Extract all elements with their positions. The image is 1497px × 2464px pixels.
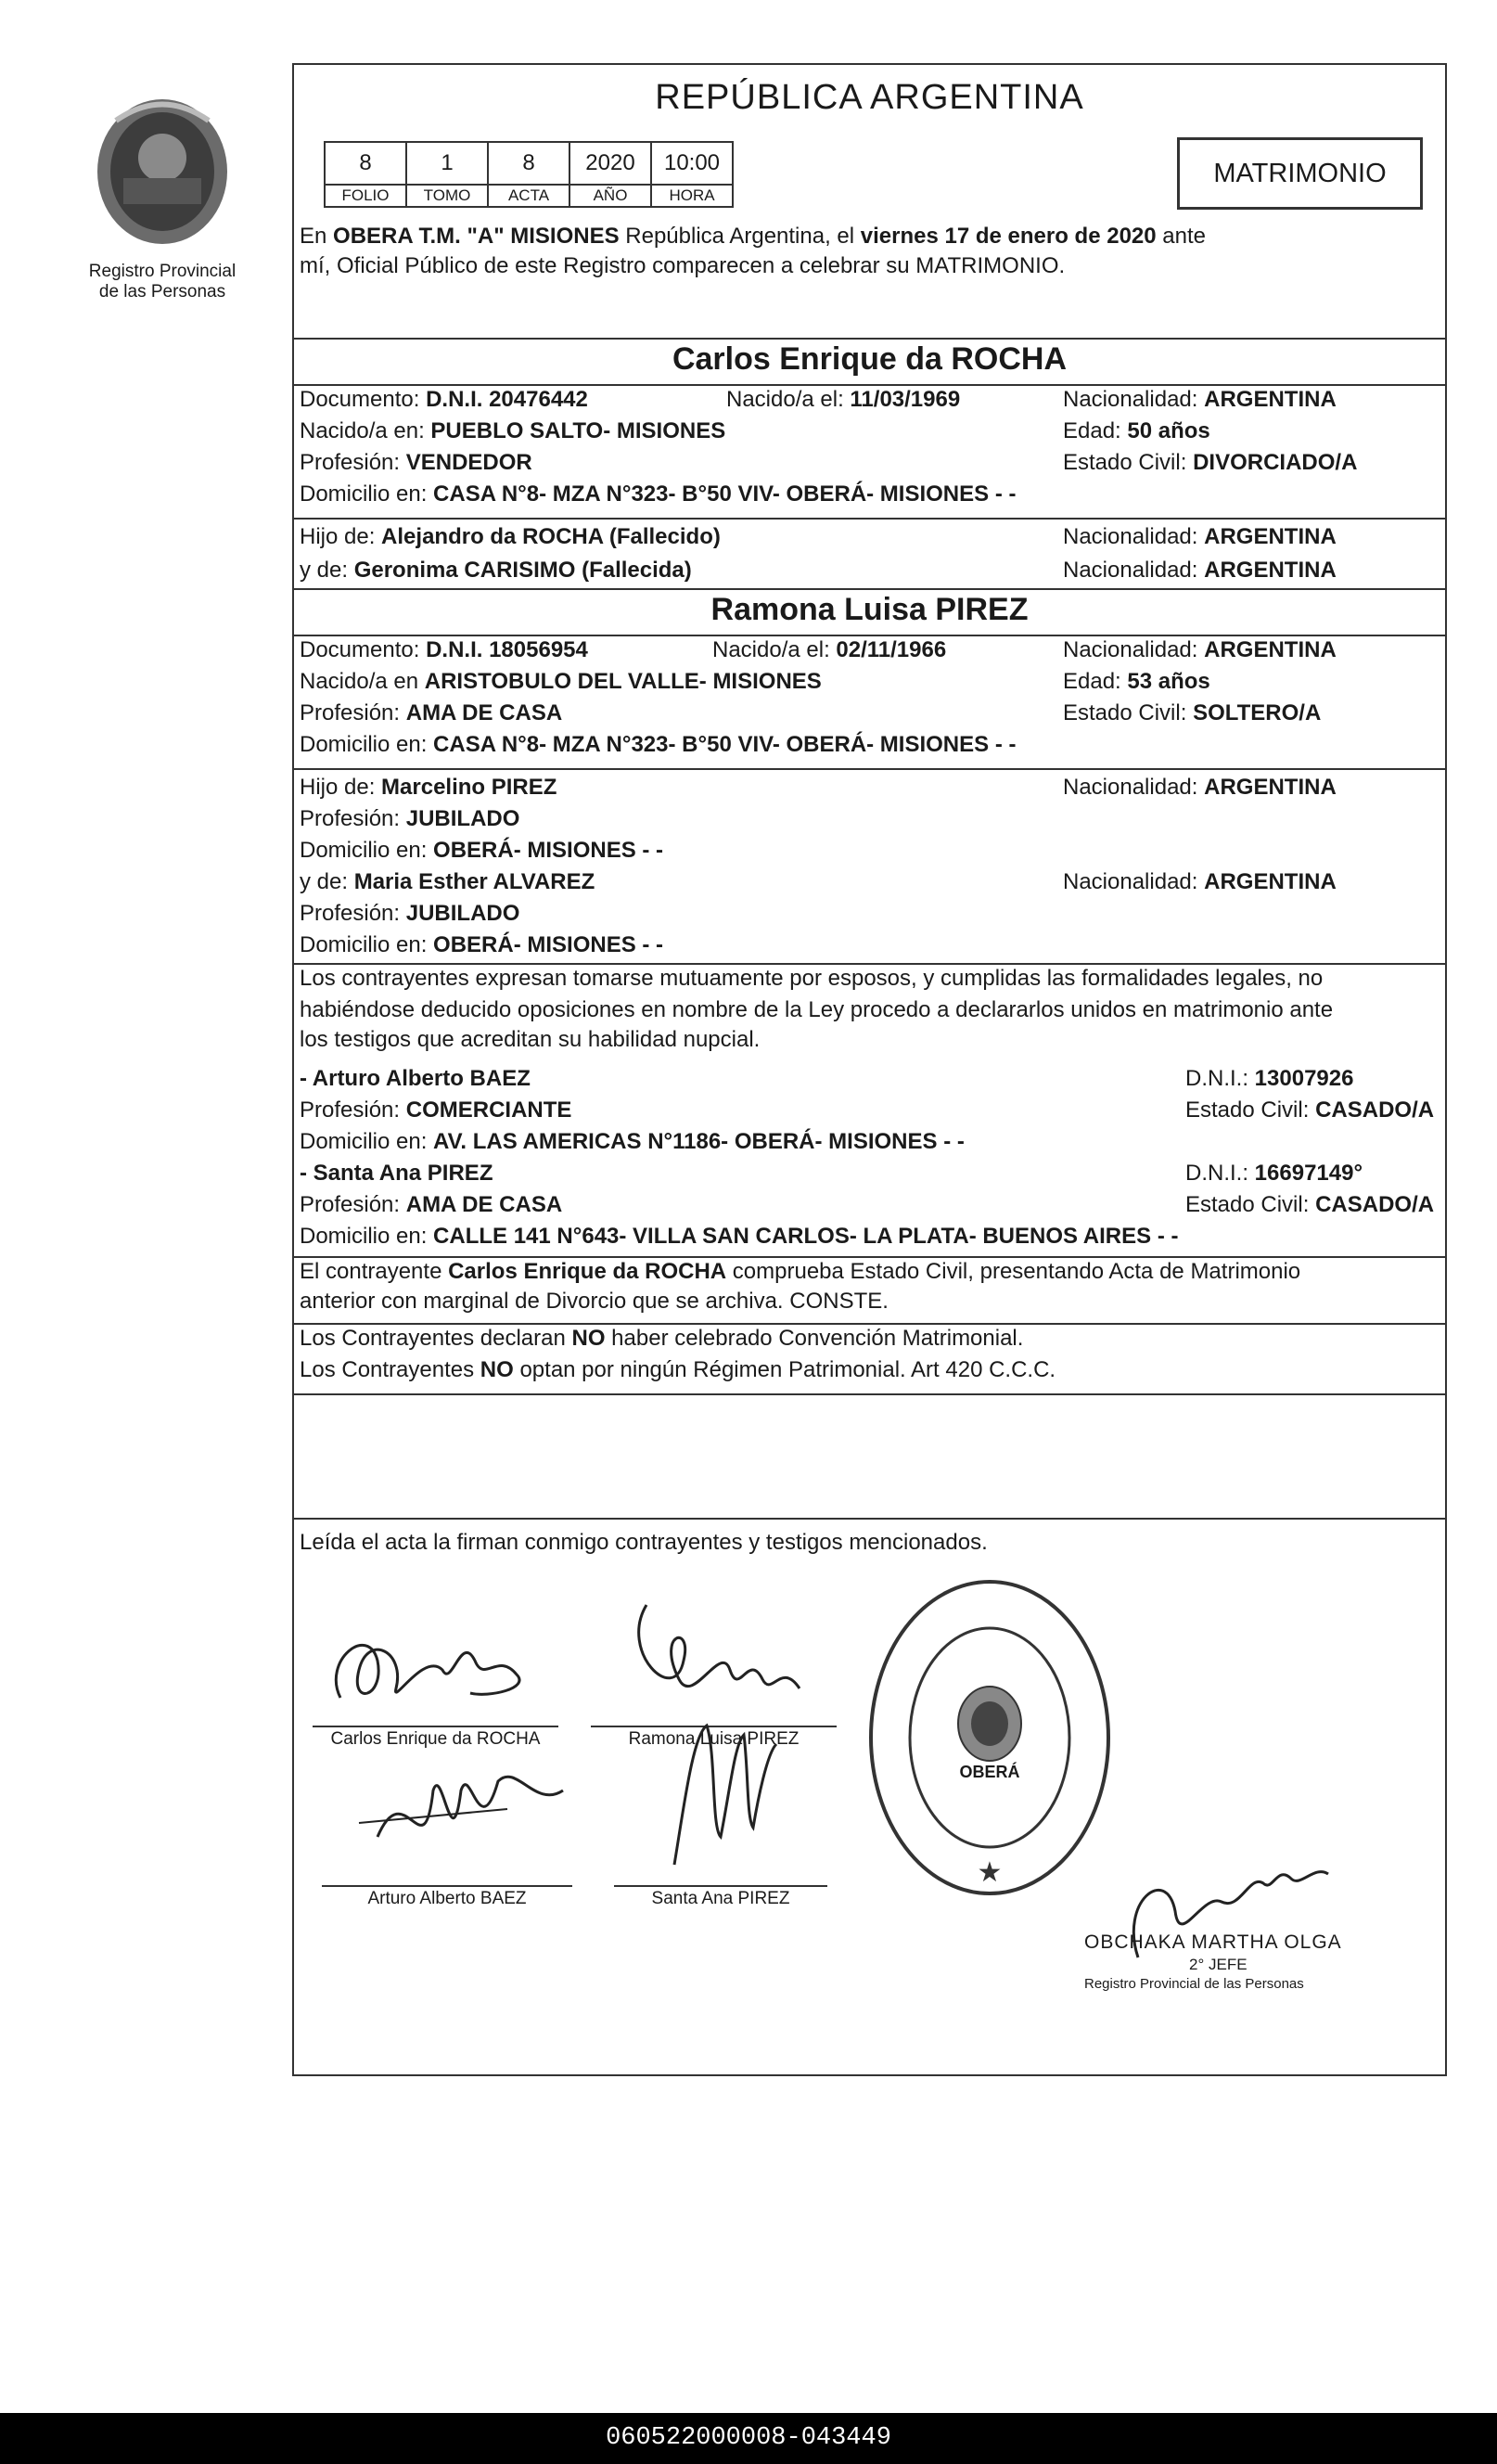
acta-label: ACTA xyxy=(507,186,550,204)
tomo-box xyxy=(405,141,489,208)
declaration-line2: habiéndose deducido oposiciones en nombre de la Ley procedo a declararlos unidos en matrimonio ante xyxy=(300,997,1334,1022)
bride-name: Ramona Luisa PIREZ xyxy=(710,592,1029,627)
officer-org: Registro Provincial de las Personas xyxy=(1084,1976,1304,1992)
closing-statement: Leída el acta la firman conmigo contrayentes y testigos mencionados. xyxy=(300,1530,988,1555)
witness1-name-row: - Arturo Alberto BAEZ D.N.I.: 13007926 xyxy=(300,1066,1354,1091)
convention-note: Los Contrayentes declaran NO haber celebrado Convención Matrimonial. xyxy=(300,1326,1024,1351)
act-type-box: MATRIMONIO xyxy=(1177,137,1423,210)
declaration-line3: los testigos que acreditan su habilidad nupcial. xyxy=(300,1027,761,1052)
registry-seal xyxy=(864,1575,1115,1900)
witness1-signature xyxy=(322,1735,582,1883)
witness1-signature-label: Arturo Alberto BAEZ xyxy=(367,1889,527,1908)
bride-father-addr-row: Domicilio en: OBERÁ- MISIONES - - xyxy=(300,838,664,863)
bride-mother-addr-row: Domicilio en: OBERÁ- MISIONES - - xyxy=(300,932,664,957)
declaration-line1: Los contrayentes expresan tomarse mutuamente por esposos, y cumplidas las formalidades legales, no xyxy=(300,966,1324,991)
hora-value: 10:00 xyxy=(652,143,732,186)
intro-line1: En OBERA T.M. "A" MISIONES República Argentina, el viernes 17 de enero de 2020 ante xyxy=(300,224,1207,249)
groom-name: Carlos Enrique da ROCHA xyxy=(672,341,1068,377)
bride-mother-prof-row: Profesión: JUBILADO xyxy=(300,901,520,926)
seal-city: OBERÁ xyxy=(959,1763,1020,1781)
witness2-signature xyxy=(628,1698,813,1883)
witness2-name-row: - Santa Ana PIREZ D.N.I.: 16697149° xyxy=(300,1161,1363,1186)
logo-caption-line2: de las Personas xyxy=(98,282,226,302)
svg-text:★: ★ xyxy=(977,1856,1003,1889)
bride-addr-row: Domicilio en: CASA N°8- MZA N°323- B°50 VIV- OBERÁ- MISIONES - - xyxy=(300,732,1017,757)
document-code: 060522000008-043449 xyxy=(0,2413,1497,2464)
acta-value: 8 xyxy=(489,143,569,186)
bride-prof-row: Profesión: AMA DE CASA Estado Civil: SOLTERO/A xyxy=(300,700,1322,725)
civil-status-note-line2: anterior con marginal de Divorcio que se archiva. CONSTE. xyxy=(300,1289,889,1314)
groom-father-row: Hijo de: Alejandro da ROCHA (Fallecido) Nacionalidad: ARGENTINA xyxy=(300,524,1337,549)
ano-label: AÑO xyxy=(593,186,628,204)
bride-doc-row: Documento: D.N.I. 18056954 Nacido/a el: 02/11/1966 Nacionalidad: ARGENTINA xyxy=(300,637,1337,662)
folio-value: 8 xyxy=(326,143,405,186)
bride-signature-label: Ramona Luisa PIREZ xyxy=(628,1729,800,1749)
bride-birthplace-row: Nacido/a en ARISTOBULO DEL VALLE- MISIONES Edad: 53 años xyxy=(300,669,1210,694)
groom-signature xyxy=(303,1596,563,1735)
groom-prof-row: Profesión: VENDEDOR Estado Civil: DIVORCIADO/A xyxy=(300,450,1358,475)
logo-caption-line1: Registro Provincial xyxy=(88,262,237,281)
officer-name: OBCHAKA MARTHA OLGA xyxy=(1084,1931,1342,1953)
witness2-addr-row: Domicilio en: CALLE 141 N°643- VILLA SAN CARLOS- LA PLATA- BUENOS AIRES - - xyxy=(300,1224,1179,1249)
hora-label: HORA xyxy=(669,186,715,204)
regime-note: Los Contrayentes NO optan por ningún Régimen Patrimonial. Art 420 C.C.C. xyxy=(300,1357,1056,1382)
groom-birthplace-row: Nacido/a en: PUEBLO SALTO- MISIONES Edad: 50 años xyxy=(300,418,1210,443)
bride-father-row: Hijo de: Marcelino PIREZ Nacionalidad: ARGENTINA xyxy=(300,775,1337,800)
groom-signature-label: Carlos Enrique da ROCHA xyxy=(330,1729,541,1749)
witness1-prof-row: Profesión: COMERCIANTE Estado Civil: CASADO/A xyxy=(300,1097,1435,1123)
tomo-value: 1 xyxy=(407,143,487,186)
tomo-label: TOMO xyxy=(423,186,471,204)
groom-mother-row: y de: Geronima CARISIMO (Fallecida) Nacionalidad: ARGENTINA xyxy=(300,558,1337,583)
country-title: REPÚBLICA ARGENTINA xyxy=(655,78,1084,117)
intro-line2: mí, Oficial Público de este Registro comparecen a celebrar su MATRIMONIO. xyxy=(300,253,1066,278)
folio-label: FOLIO xyxy=(341,186,390,204)
groom-addr-row: Domicilio en: CASA N°8- MZA N°323- B°50 VIV- OBERÁ- MISIONES - - xyxy=(300,481,1017,507)
marriage-certificate xyxy=(292,63,1447,2076)
acta-box xyxy=(487,141,570,208)
groom-doc-row: Documento: D.N.I. 20476442 Nacido/a el: 11/03/1969 Nacionalidad: ARGENTINA xyxy=(300,387,1337,412)
bride-mother-row: y de: Maria Esther ALVAREZ Nacionalidad: ARGENTINA xyxy=(300,869,1337,894)
civil-status-note-line1: El contrayente Carlos Enrique da ROCHA comprueba Estado Civil, presentando Acta de Matrimonio xyxy=(300,1259,1301,1284)
ano-value: 2020 xyxy=(570,143,650,186)
hora-box xyxy=(650,141,734,208)
bride-father-prof-row: Profesión: JUBILADO xyxy=(300,806,520,831)
witness2-prof-row: Profesión: AMA DE CASA Estado Civil: CASADO/A xyxy=(300,1192,1435,1217)
provincia-misiones-logo xyxy=(88,93,237,260)
officer-role: 2° JEFE xyxy=(1189,1956,1248,1973)
ano-box xyxy=(569,141,652,208)
witness2-signature-label: Santa Ana PIREZ xyxy=(651,1889,790,1908)
witness1-addr-row: Domicilio en: AV. LAS AMERICAS N°1186- OBERÁ- MISIONES - - xyxy=(300,1129,965,1154)
folio-box xyxy=(324,141,407,208)
record-fields xyxy=(324,141,732,208)
